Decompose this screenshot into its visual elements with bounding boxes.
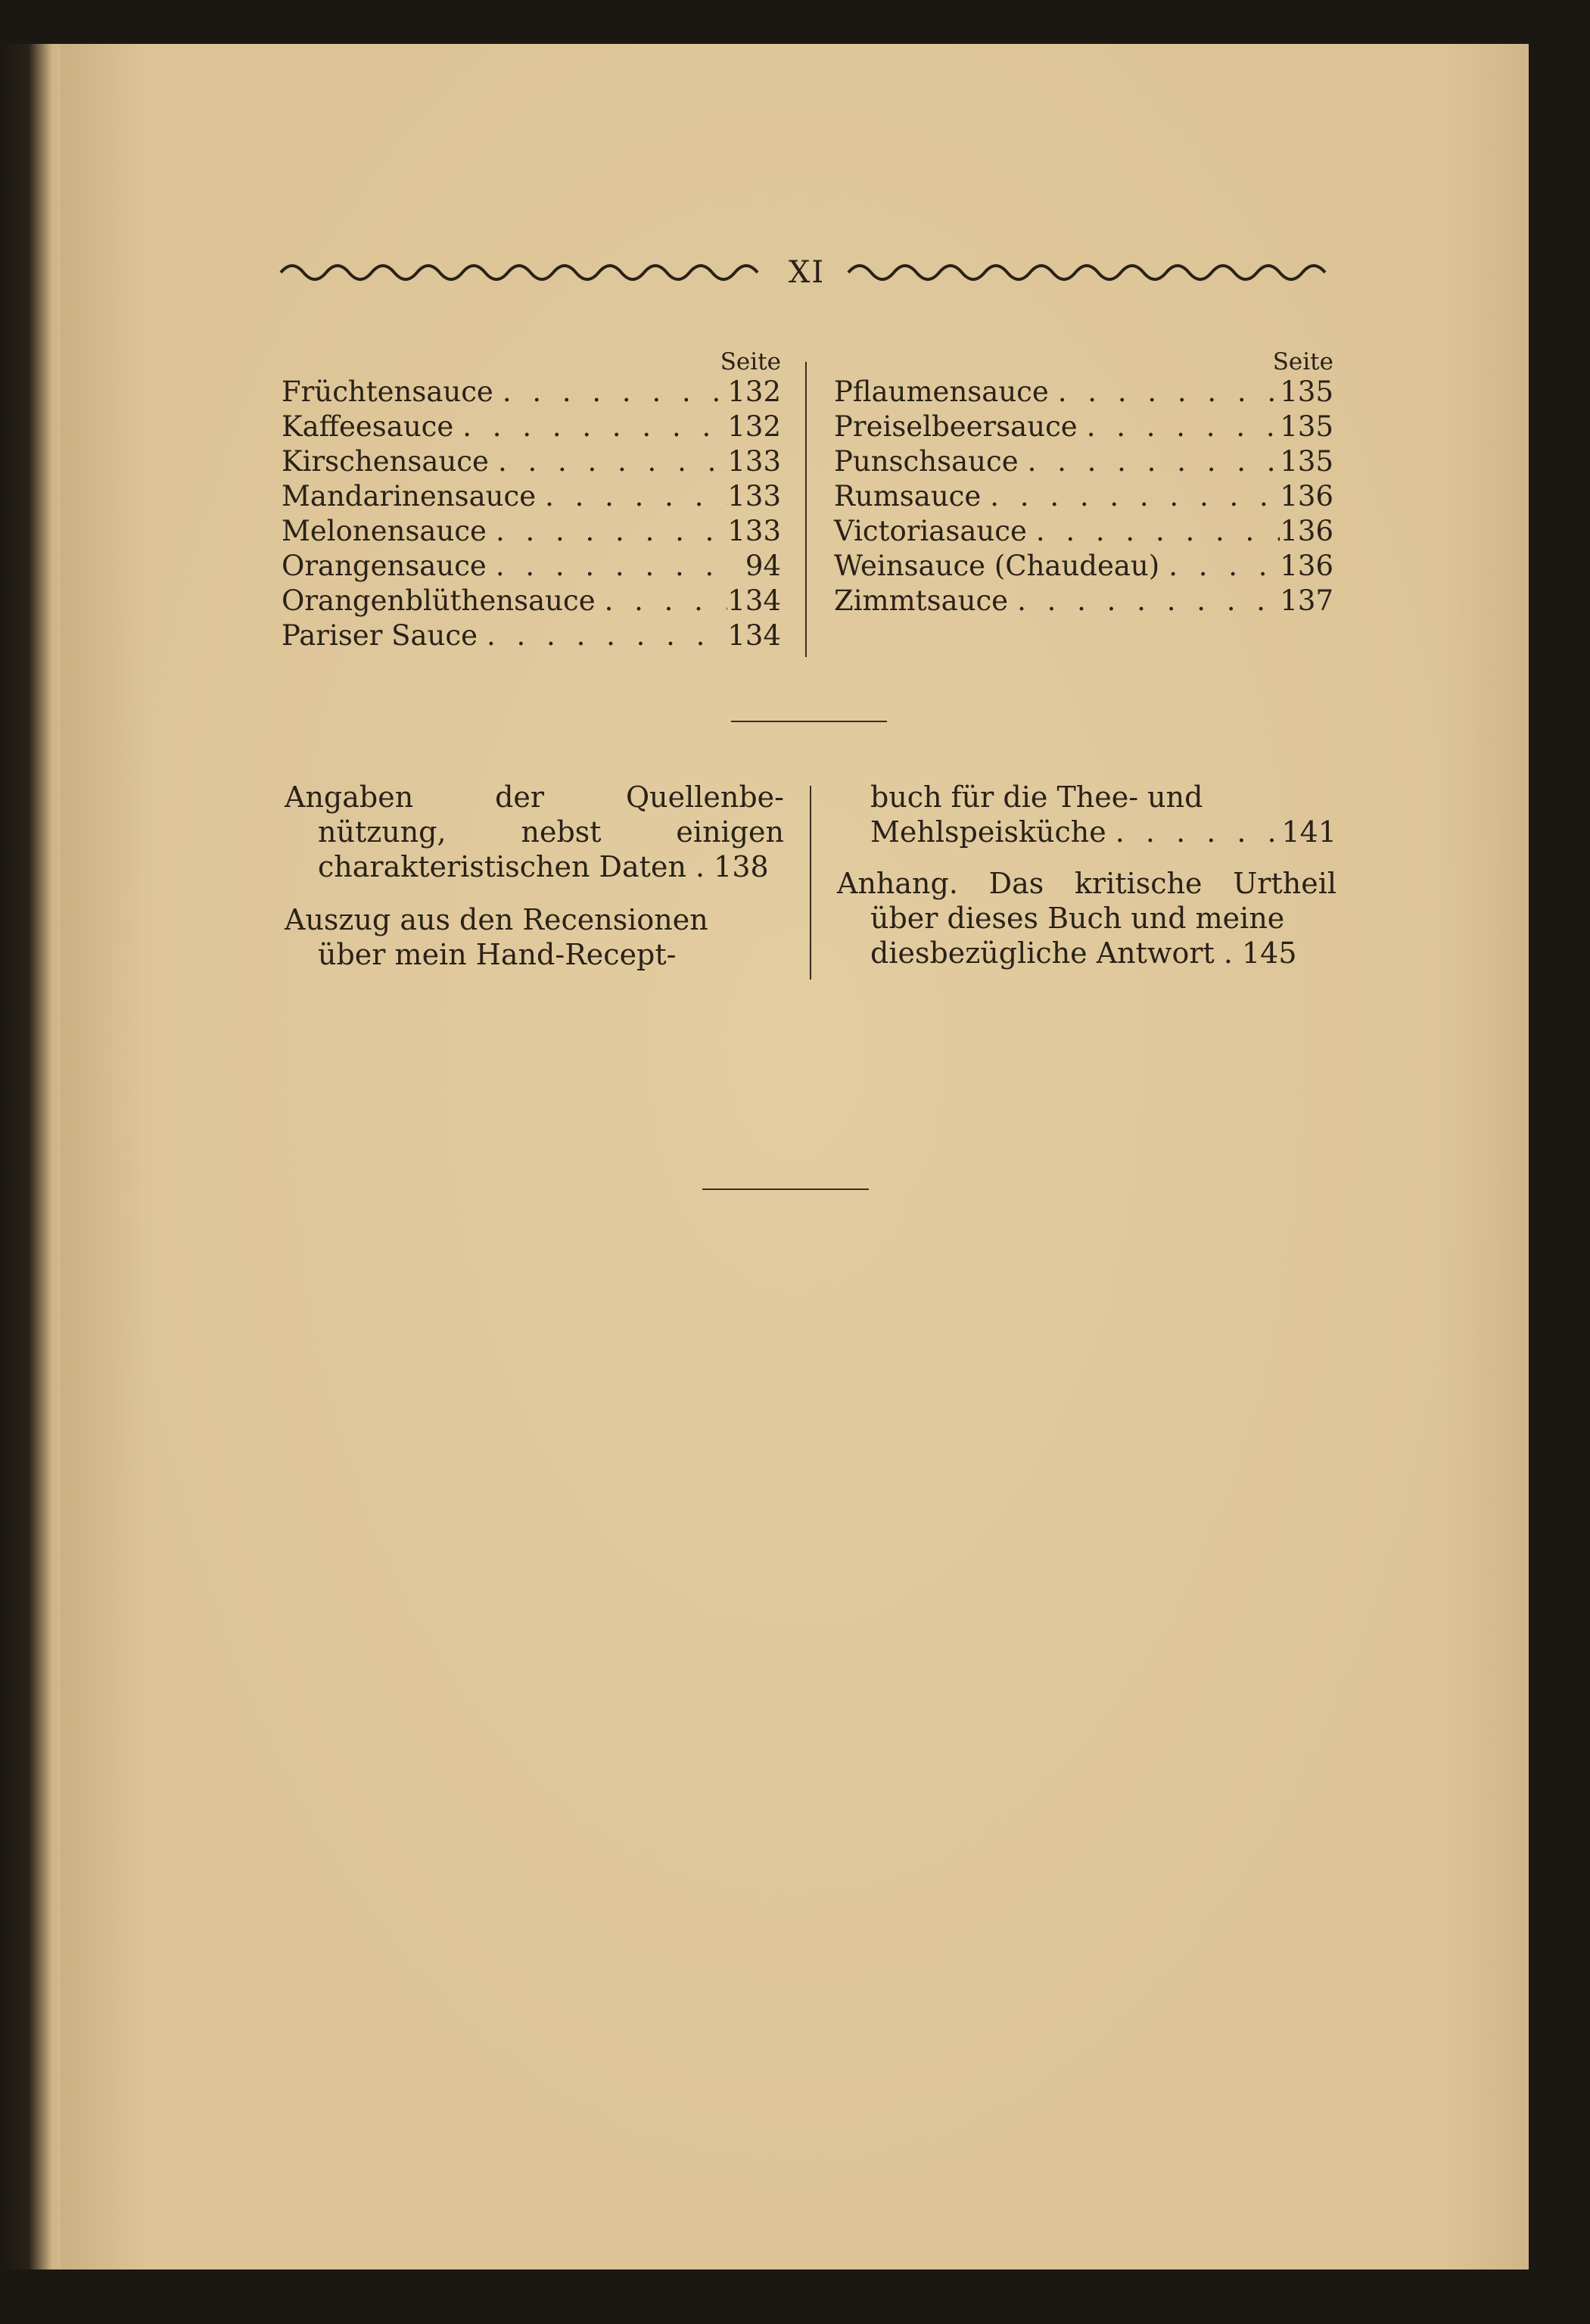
entry-recensionen: Auszug aus den Recensionen über mein Hand-Recept- — [285, 903, 708, 971]
seite-label-right: Seite — [1272, 348, 1333, 375]
page-number: XI — [788, 255, 826, 290]
toc-entry: Rumsauce . . . 136 — [834, 479, 1333, 514]
toc-entry: Mandarinensauce . . . 133 — [282, 479, 781, 514]
toc-entry: Pariser Sauce . . . 134 — [282, 618, 781, 653]
toc-entry: Orangenblüthensauce . . . 134 — [282, 584, 781, 618]
entry-recensionen-continued: buch für die Thee- und Mehlspeisküche . . . 141 — [837, 780, 1336, 849]
toc-entry: Kirschensauce . . . 133 — [282, 444, 781, 479]
column-divider-bottom — [810, 786, 811, 980]
entry-anhang: Anhang. Das kritische Urtheil über dieses Buch und meine diesbezügliche Antwort . 145 — [837, 867, 1336, 970]
toc-entry: Pflaumensauce . . . 135 — [834, 375, 1333, 410]
toc-entry: Preiselbeersauce . . . 135 — [834, 410, 1333, 444]
left-wave-ornament-icon — [277, 260, 769, 285]
toc-entry: Melonensauce . . . 133 — [282, 514, 781, 549]
toc-entry: Orangensauce . . . 94 — [282, 549, 781, 584]
toc-entry: Kaffeesauce . . . 132 — [282, 410, 781, 444]
column-divider-top — [805, 362, 807, 657]
toc-entry: Victoriasauce . . . 136 — [834, 514, 1333, 549]
toc-right-column — [834, 344, 1333, 618]
toc-entry: Weinsauce (Chaudeau) . . . 136 — [834, 549, 1333, 584]
toc-left-column — [282, 344, 781, 653]
toc-entry: Punschsauce . . . 135 — [834, 444, 1333, 479]
end-divider-rule — [702, 1188, 869, 1190]
entry-quellen: Angaben der Quellenbe- nützung, nebst einigen charakteristischen Daten . 138 — [285, 780, 784, 883]
toc-entry: Früchtensauce . . . 132 — [282, 375, 781, 410]
page-header — [277, 250, 1336, 295]
section-divider-rule — [731, 721, 887, 722]
right-wave-ornament-icon — [845, 260, 1336, 285]
toc-entry: Zimmtsauce . . . 137 — [834, 584, 1333, 618]
seite-label-left: Seite — [720, 348, 781, 375]
